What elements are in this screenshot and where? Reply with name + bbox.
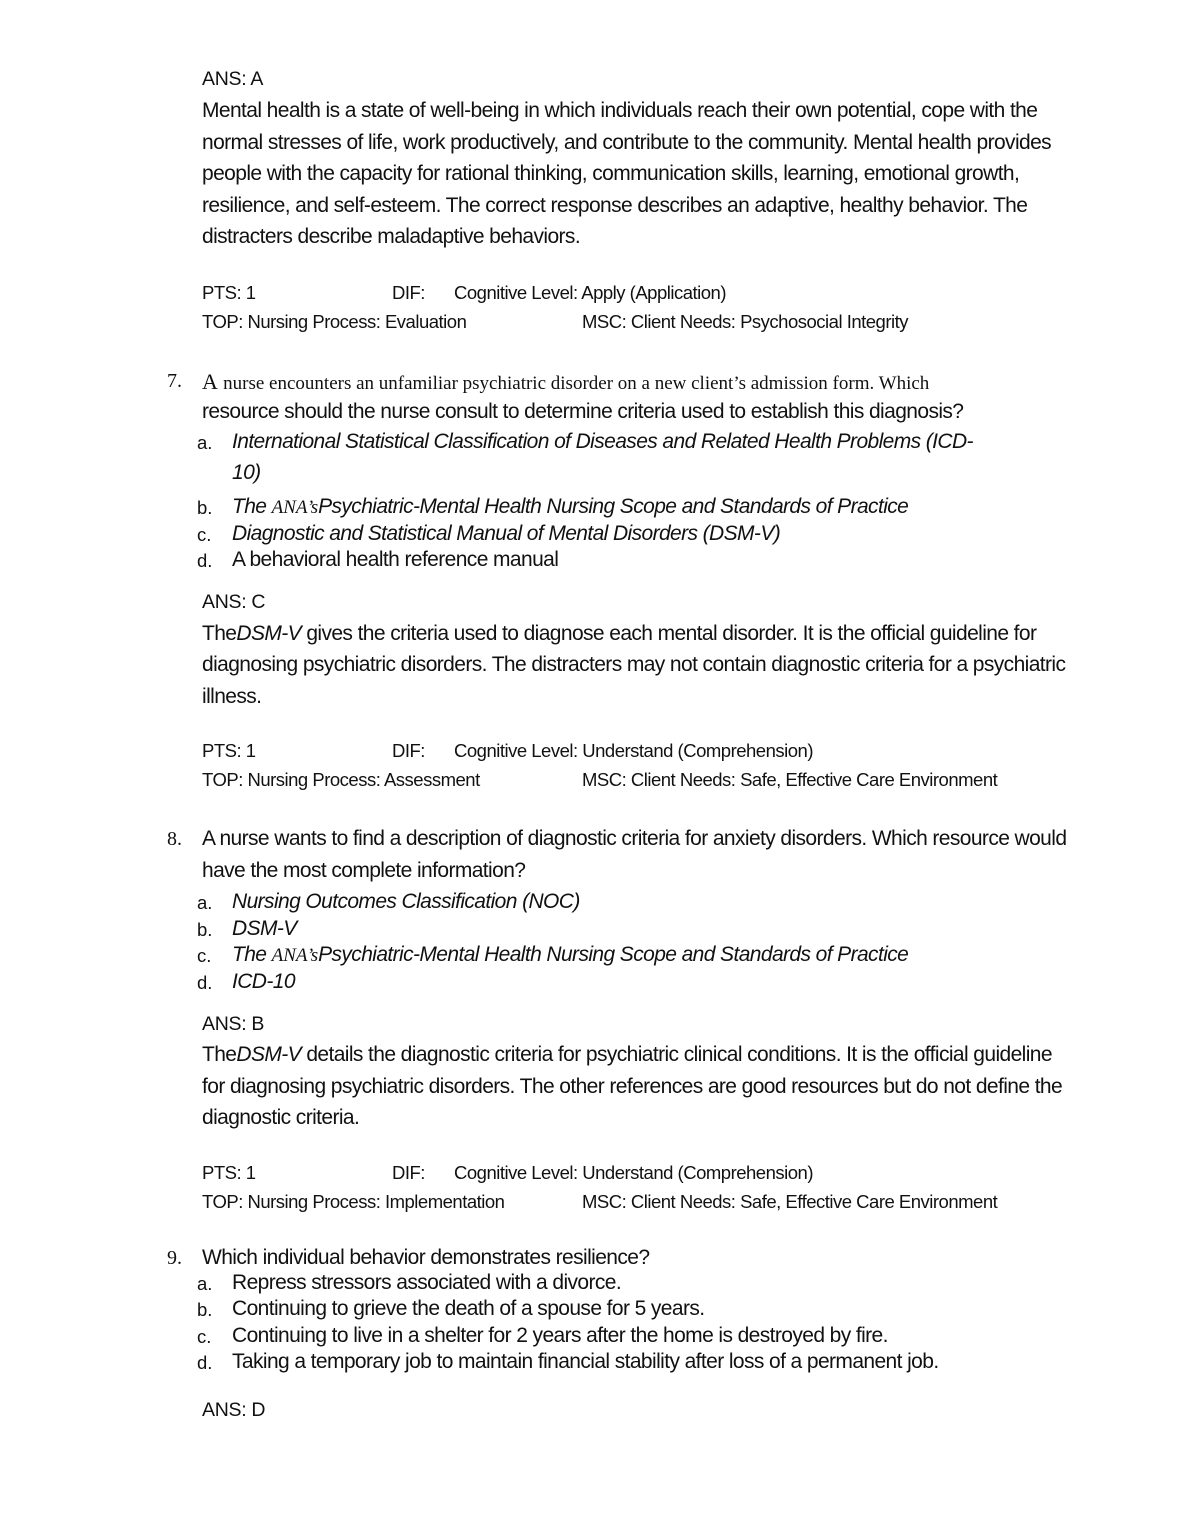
q7-stem-line2: resource should the nurse consult to determine criteria used to establish this diagnosis? (202, 400, 964, 423)
q7-rationale-dsm: DSM-V (236, 622, 302, 645)
q8-rationale-dsm: DSM-V (236, 1043, 302, 1066)
q8-option-d-text: ICD-10 (232, 970, 295, 993)
q8-difficulty-label: DIF: (392, 1162, 425, 1183)
q7-rationale-line3: illness. (202, 685, 262, 708)
q9-option-letter: b. (197, 1299, 213, 1320)
q8-option-letter: d. (197, 972, 213, 993)
q7-msc: MSC: Client Needs: Safe, Effective Care Environment (582, 769, 998, 790)
q6-difficulty-value: Cognitive Level: Apply (Application) (454, 282, 726, 303)
q7-option-a-text: International Statistical Classification of Diseases and Related Health Problems (ICD- (232, 430, 973, 453)
q7-rationale-line1 (202, 618, 1036, 650)
q8-option-c-text (232, 943, 908, 967)
q8-difficulty-value: Cognitive Level: Understand (Comprehension) (454, 1162, 813, 1183)
q7-option-letter: c. (197, 524, 212, 545)
q7-stem-line1-rest: nurse encounters an unfamiliar psychiatric disorder on a new client’s admission form. Which (223, 373, 930, 394)
q8-stem-line2: have the most complete information? (202, 859, 526, 882)
q8-msc: MSC: Client Needs: Safe, Effective Care Environment (582, 1191, 998, 1212)
q6-rationale-line: people with the capacity for rational thinking, communication skills, learning, emotional growth, (202, 162, 1020, 185)
q7-option-letter: a. (197, 432, 213, 453)
q8-option-b-text: DSM-V (232, 917, 297, 940)
q6-rationale-line: resilience, and self-esteem. The correct response describes an adaptive, healthy behavior. The (202, 194, 1028, 217)
q6-rationale-line: Mental health is a state of well-being in which individuals reach their own potential, cope with the (202, 99, 1038, 122)
q8-rationale-line3: diagnostic criteria. (202, 1106, 360, 1129)
q7-difficulty-label: DIF: (392, 740, 425, 761)
q8-rationale-pre: The (202, 1043, 237, 1066)
q7-points: PTS: 1 (202, 740, 256, 761)
q8-number: 8. (167, 828, 182, 850)
q8-option-c-ana: ANA’s (271, 945, 319, 966)
q6-points: PTS: 1 (202, 282, 256, 303)
q8-option-a-text: Nursing Outcomes Classification (NOC) (232, 890, 580, 913)
q7-option-b-title: Psychiatric-Mental Health Nursing Scope and Standards of Practice (318, 495, 909, 518)
q7-rationale-line2: diagnosing psychiatric disorders. The distracters may not contain diagnostic criteria for a psychiatric (202, 653, 1066, 676)
q9-option-letter: c. (197, 1326, 212, 1347)
q9-option-d-text: Taking a temporary job to maintain financial stability after loss of a permanent job. (232, 1350, 939, 1373)
q7-stem-first-char: A (202, 369, 218, 394)
q7-option-b-text (232, 495, 908, 519)
q8-rationale-line1 (202, 1039, 1052, 1071)
q9-option-letter: d. (197, 1352, 213, 1373)
q9-number: 9. (167, 1247, 182, 1269)
q7-option-c-text: Diagnostic and Statistical Manual of Mental Disorders (DSM-V) (232, 522, 781, 545)
q6-difficulty-label: DIF: (392, 282, 425, 303)
q9-option-b-text: Continuing to grieve the death of a spouse for 5 years. (232, 1297, 705, 1320)
q7-topic: TOP: Nursing Process: Assessment (202, 769, 480, 790)
q7-stem-line1 (202, 366, 929, 400)
q6-topic: TOP: Nursing Process: Evaluation (202, 311, 467, 332)
q9-answer: ANS: D (202, 1399, 266, 1421)
q7-option-d-text: A behavioral health reference manual (232, 548, 559, 571)
q8-rationale-rest: details the diagnostic criteria for psychiatric clinical conditions. It is the official guideline (306, 1043, 1052, 1066)
q7-number: 7. (167, 370, 182, 392)
q8-option-letter: a. (197, 892, 213, 913)
q7-option-letter: b. (197, 497, 213, 518)
q8-topic: TOP: Nursing Process: Implementation (202, 1191, 505, 1212)
q8-option-letter: c. (197, 945, 212, 966)
q6-rationale-line: normal stresses of life, work productively, and contribute to the community. Mental health provides (202, 131, 1052, 154)
q7-option-a-text-cont: 10) (232, 461, 261, 484)
q6-msc: MSC: Client Needs: Psychosocial Integrity (582, 311, 908, 332)
q7-answer: ANS: C (202, 591, 266, 613)
q8-option-c-title: Psychiatric-Mental Health Nursing Scope and Standards of Practice (318, 943, 909, 966)
q6-answer: ANS: A (202, 68, 264, 90)
q7-rationale-pre: The (202, 622, 237, 645)
q7-option-b-pre: The (232, 495, 267, 518)
q8-stem-line1: A nurse wants to find a description of diagnostic criteria for anxiety disorders. Which resource would (202, 827, 1067, 850)
q7-option-b-ana: ANA’s (271, 497, 319, 518)
q7-option-letter: d. (197, 550, 213, 571)
q9-option-letter: a. (197, 1273, 213, 1294)
q6-rationale-line: distracters describe maladaptive behaviors. (202, 225, 581, 248)
q7-rationale-rest: gives the criteria used to diagnose each mental disorder. It is the official guideline for (306, 622, 1037, 645)
q8-option-letter: b. (197, 919, 213, 940)
q7-difficulty-value: Cognitive Level: Understand (Comprehension) (454, 740, 813, 761)
q9-option-a-text: Repress stressors associated with a divorce. (232, 1271, 622, 1294)
q8-points: PTS: 1 (202, 1162, 256, 1183)
q8-answer: ANS: B (202, 1013, 265, 1035)
q9-stem: Which individual behavior demonstrates resilience? (202, 1246, 650, 1269)
q8-option-c-pre: The (232, 943, 267, 966)
q8-rationale-line2: for diagnosing psychiatric disorders. The other references are good resources but do not define the (202, 1075, 1063, 1098)
q9-option-c-text: Continuing to live in a shelter for 2 years after the home is destroyed by fire. (232, 1324, 888, 1347)
